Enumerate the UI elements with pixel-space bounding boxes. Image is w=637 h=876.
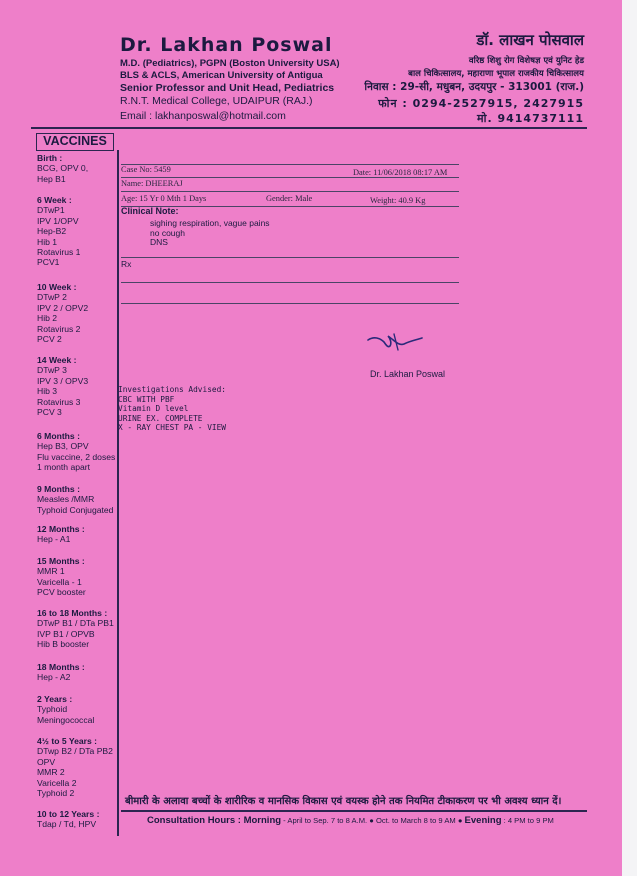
email: Email : lakhanposwal@hotmail.com bbox=[120, 110, 286, 122]
vaccine-item: IPV 1/OPV bbox=[37, 215, 79, 226]
vaccine-item: Hib 2 bbox=[37, 313, 58, 324]
rx-rule-top bbox=[121, 257, 459, 258]
vaccine-age: 9 Months : bbox=[37, 484, 80, 494]
clinical-note-line: DNS bbox=[150, 237, 168, 248]
vaccine-item: PCV1 bbox=[37, 257, 60, 268]
vaccine-group bbox=[37, 524, 85, 545]
qualifications: M.D. (Pediatrics), PGPN (Boston University USA) bbox=[120, 58, 340, 69]
vaccine-group bbox=[37, 809, 99, 830]
institution: R.N.T. Medical College, UDAIPUR (RAJ.) bbox=[120, 95, 313, 107]
patient-name: Name: DHEERAJ bbox=[121, 179, 183, 188]
vaccine-age: 6 Months : bbox=[37, 431, 80, 441]
vaccine-item: Hep - A2 bbox=[37, 672, 71, 683]
case-number: Case No: 5459 bbox=[121, 165, 171, 174]
vaccine-item: Varicella - 1 bbox=[37, 576, 82, 587]
consultation-hours bbox=[147, 815, 554, 826]
vaccine-item: Meningococcal bbox=[37, 714, 95, 725]
vaccine-item: DTwP 3 bbox=[37, 365, 67, 376]
patient-gender: Gender: Male bbox=[266, 194, 313, 203]
visit-date: Date: 11/06/2018 08:17 AM bbox=[353, 168, 448, 177]
doctor-name: Dr. Lakhan Poswal bbox=[120, 34, 333, 56]
rx-rule-bottom bbox=[121, 303, 459, 304]
vaccine-group bbox=[37, 282, 88, 344]
vaccine-item: Tdap / Td, HPV bbox=[37, 819, 97, 830]
vaccine-item: Varicella 2 bbox=[37, 777, 77, 788]
header-rule bbox=[31, 127, 587, 129]
vaccine-group bbox=[37, 484, 113, 515]
vaccine-item: Hep-B2 bbox=[37, 226, 67, 237]
vaccine-item: IPV 3 / OPV3 bbox=[37, 375, 89, 386]
patient-rule-1 bbox=[121, 177, 459, 178]
vaccine-item: MMR 1 bbox=[37, 566, 65, 577]
rx-rule-mid bbox=[121, 282, 459, 283]
vaccine-group bbox=[37, 153, 88, 184]
vaccine-item: Hib B booster bbox=[37, 639, 90, 650]
vaccine-group bbox=[37, 556, 86, 598]
vaccine-item: Hib 1 bbox=[37, 236, 58, 247]
vaccine-item: Flu vaccine, 2 doses bbox=[37, 451, 116, 462]
vaccine-group bbox=[37, 662, 85, 683]
vaccine-item: Rotavirus 3 bbox=[37, 396, 81, 407]
certifications: BLS & ACLS, American University of Antigua bbox=[120, 70, 323, 81]
hindi-advice-note: बीमारी के अलावा बच्चों के शारीरिक व मानसिक विकास एवं वयस्क होने तक नियमित टीकाकरण पर भी अवश्य ध्यान दें। bbox=[125, 796, 562, 807]
morning-label: Morning bbox=[243, 815, 282, 826]
evening-label: Evening bbox=[464, 815, 502, 826]
vaccine-group bbox=[37, 355, 88, 417]
clinical-note-title: Clinical Note: bbox=[121, 206, 179, 216]
vaccine-item: DTwP B1 / DTa PB1 bbox=[37, 618, 114, 629]
evening-detail: : 4 PM to 9 PM bbox=[501, 816, 554, 825]
vaccine-item: DTwP 2 bbox=[37, 292, 67, 303]
hours-label: Consultation Hours : bbox=[147, 815, 241, 826]
investigations-title: Investigations Advised: bbox=[118, 385, 226, 394]
vaccine-item: Hep - A1 bbox=[37, 534, 71, 545]
vaccine-group bbox=[37, 608, 114, 650]
hindi-hospital: बाल चिकित्सालय, महाराणा भूपाल राजकीय चिकित्सालय bbox=[408, 69, 584, 79]
investigation-item: X - RAY CHEST PA - VIEW bbox=[118, 423, 226, 432]
vaccine-item: DTwP1 bbox=[37, 205, 65, 216]
vaccine-item: Rotavirus 1 bbox=[37, 247, 81, 258]
vaccine-item: Typhoid bbox=[37, 704, 68, 715]
vaccine-age: 16 to 18 Months : bbox=[37, 608, 108, 618]
vaccine-age: 18 Months : bbox=[37, 662, 85, 672]
vaccine-item: PCV booster bbox=[37, 587, 86, 598]
rx-label: Rx bbox=[121, 259, 132, 269]
doctor-signature bbox=[364, 326, 426, 356]
page-edge bbox=[622, 0, 637, 876]
vaccine-age: Birth : bbox=[37, 153, 63, 163]
vaccine-age: 14 Week : bbox=[37, 355, 77, 365]
signature-name: Dr. Lakhan Poswal bbox=[370, 369, 446, 379]
patient-rule-top bbox=[121, 164, 459, 165]
vaccine-item: IVP B1 / OPVB bbox=[37, 628, 95, 639]
vaccine-age: 2 Years : bbox=[37, 694, 73, 704]
vaccine-age: 10 to 12 Years : bbox=[37, 809, 100, 819]
morning-detail: - April to Sep. 7 to 8 A.M. ● Oct. to March 8 to 9 AM ● bbox=[281, 816, 465, 825]
sidebar-divider bbox=[117, 150, 119, 836]
vaccine-item: OPV bbox=[37, 756, 56, 767]
vaccine-item: Measles /MMR bbox=[37, 494, 95, 505]
investigation-item: URINE EX. COMPLETE bbox=[118, 413, 203, 423]
investigation-item: Vitamin D level bbox=[118, 404, 189, 413]
vaccine-group bbox=[37, 195, 80, 268]
vaccine-item: DTwp B2 / DTa PB2 bbox=[37, 746, 113, 757]
vaccines-heading: VACCINES bbox=[36, 133, 114, 151]
vaccine-group bbox=[37, 431, 115, 473]
patient-rule-2 bbox=[121, 191, 459, 192]
vaccine-item: PCV 3 bbox=[37, 407, 62, 418]
patient-age: Age: 15 Yr 0 Mth 1 Days bbox=[121, 194, 207, 203]
hindi-doctor-name: डॉ. लाखन पोसवाल bbox=[476, 31, 584, 49]
vaccine-group bbox=[37, 736, 113, 798]
position: Senior Professor and Unit Head, Pediatrics bbox=[120, 82, 335, 94]
patient-weight: Weight: 40.9 Kg bbox=[370, 196, 426, 205]
vaccine-group bbox=[37, 694, 94, 725]
vaccine-age: 15 Months : bbox=[37, 556, 85, 566]
hindi-address: निवास : 29-सी, मधुबन, उदयपुर - 313001 (राज.) bbox=[364, 81, 584, 93]
vaccine-age: 4½ to 5 Years : bbox=[37, 736, 98, 746]
vaccine-item: IPV 2 / OPV2 bbox=[37, 302, 89, 313]
footer-rule bbox=[121, 810, 587, 812]
vaccine-item: BCG, OPV 0, bbox=[37, 163, 89, 174]
phone-numbers: फोन : 0294-2527915, 2427915 bbox=[378, 97, 584, 110]
vaccine-item: Hep B1 bbox=[37, 173, 66, 184]
vaccine-item: PCV 2 bbox=[37, 334, 62, 345]
vaccine-item: Hib 3 bbox=[37, 386, 58, 397]
vaccine-item: Hep B3, OPV bbox=[37, 441, 89, 452]
investigations-advised bbox=[118, 385, 226, 433]
vaccine-age: 10 Week : bbox=[37, 282, 77, 292]
vaccine-age: 6 Week : bbox=[37, 195, 72, 205]
clinical-note-line: no cough bbox=[150, 227, 185, 238]
clinical-notes bbox=[150, 219, 270, 248]
clinical-note-line: sighing respiration, vague pains bbox=[150, 218, 270, 228]
vaccine-age: 12 Months : bbox=[37, 524, 85, 534]
vaccine-item: Rotavirus 2 bbox=[37, 323, 81, 334]
hindi-designation: वरिष्ठ शिशु रोग विशेषज्ञ एवं युनिट हेड bbox=[468, 56, 584, 66]
vaccine-item: Typhoid 2 bbox=[37, 788, 75, 799]
vaccine-item: 1 month apart bbox=[37, 462, 91, 473]
vaccine-item: Typhoid Conjugated bbox=[37, 504, 114, 515]
mobile-number: मो. 9414737111 bbox=[477, 112, 584, 125]
vaccine-item: MMR 2 bbox=[37, 767, 65, 778]
investigation-item: CBC WITH PBF bbox=[118, 394, 175, 404]
